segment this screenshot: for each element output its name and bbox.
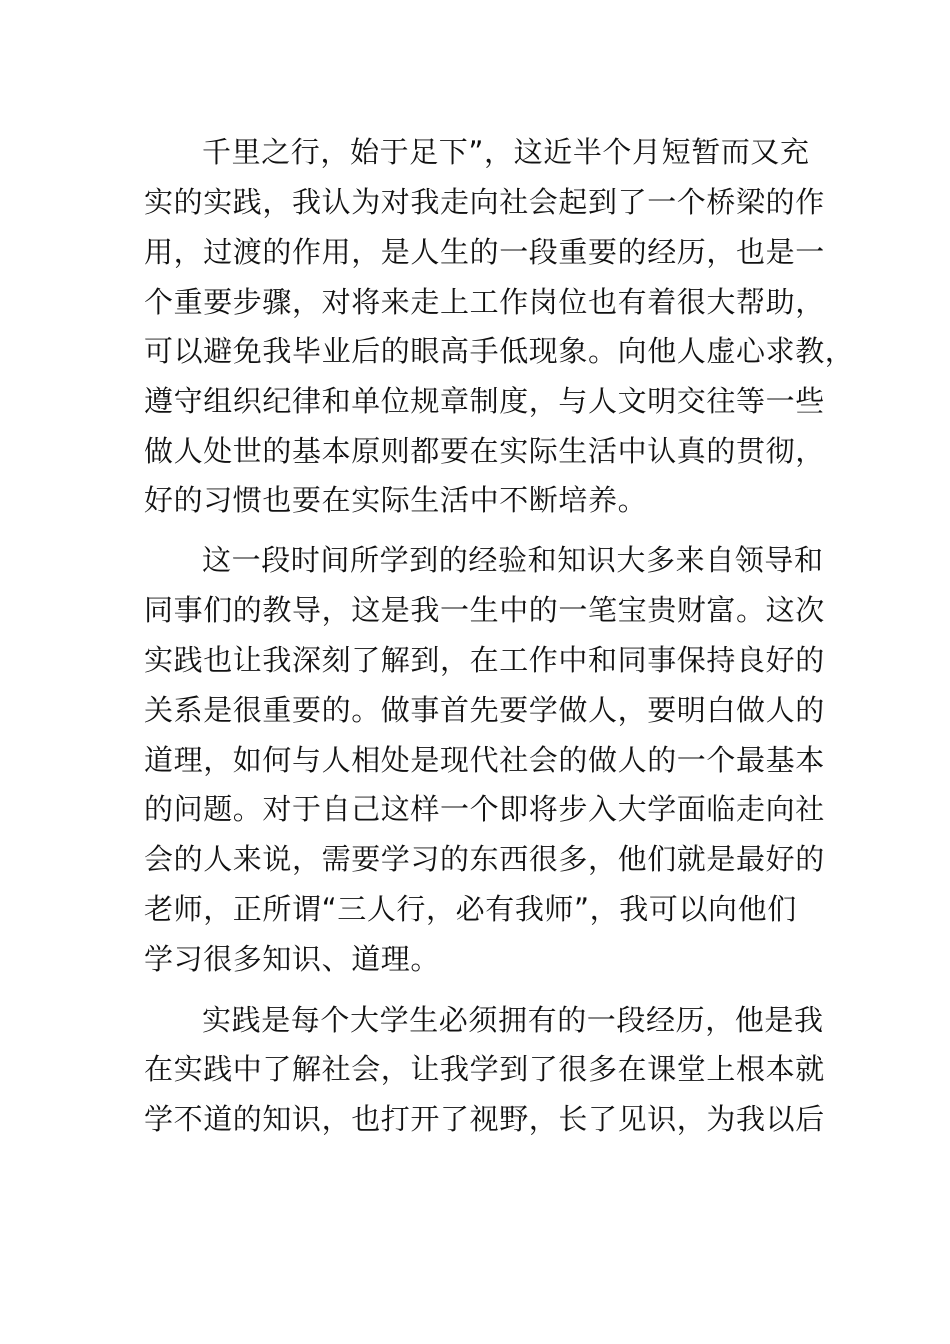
paragraph-2-line-8: 老师，正所谓“三人行，必有我师”，我可以向他们 — [144, 892, 797, 926]
paragraph-1-line-3: 用，过渡的作用，是人生的一段重要的经历，也是一 — [144, 235, 825, 269]
paragraph-2-line-9: 学习很多知识、道理。 — [144, 942, 441, 976]
paragraph-2-line-3: 实践也让我深刻了解到，在工作中和同事保持良好的 — [144, 643, 825, 677]
paragraph-1-line-1: 千里之行，始于足下”，这近半个月短暂而又充 — [202, 135, 810, 169]
paragraph-1-line-4: 个重要步骤，对将来走上工作岗位也有着很大帮助， — [144, 285, 825, 319]
paragraph-2-line-7: 会的人来说，需要学习的东西很多，他们就是最好的 — [144, 842, 825, 876]
paragraph-1-line-2: 实的实践，我认为对我走向社会起到了一个桥梁的作 — [144, 185, 825, 219]
paragraph-3-line-2: 在实践中了解社会，让我学到了很多在课堂上根本就 — [144, 1052, 825, 1086]
paragraph-1-line-7: 做人处世的基本原则都要在实际生活中认真的贯彻， — [144, 434, 825, 468]
paragraph-2-line-6: 的问题。对于自己这样一个即将步入大学面临走向社 — [144, 792, 825, 826]
paragraph-1-line-8: 好的习惯也要在实际生活中不断培养。 — [144, 483, 648, 517]
paragraph-2-line-5: 道理，如何与人相处是现代社会的做人的一个最基本 — [144, 743, 825, 777]
paragraph-3-line-1: 实践是每个大学生必须拥有的一段经历，他是我 — [202, 1003, 824, 1037]
paragraph-3-line-3: 学不道的知识，也打开了视野，长了见识，为我以后 — [144, 1102, 825, 1136]
paragraph-2-line-1: 这一段时间所学到的经验和知识大多来自领导和 — [202, 543, 824, 577]
paragraph-2-line-2: 同事们的教导，这是我一生中的一笔宝贵财富。这次 — [144, 593, 825, 627]
paragraph-1-line-5: 可以避免我毕业后的眼高手低现象。向他人虚心求教， — [144, 334, 855, 368]
paragraph-2-line-4: 关系是很重要的。做事首先要学做人，要明白做人的 — [144, 693, 825, 727]
paragraph-1-line-6: 遵守组织纪律和单位规章制度，与人文明交往等一些 — [144, 384, 825, 418]
